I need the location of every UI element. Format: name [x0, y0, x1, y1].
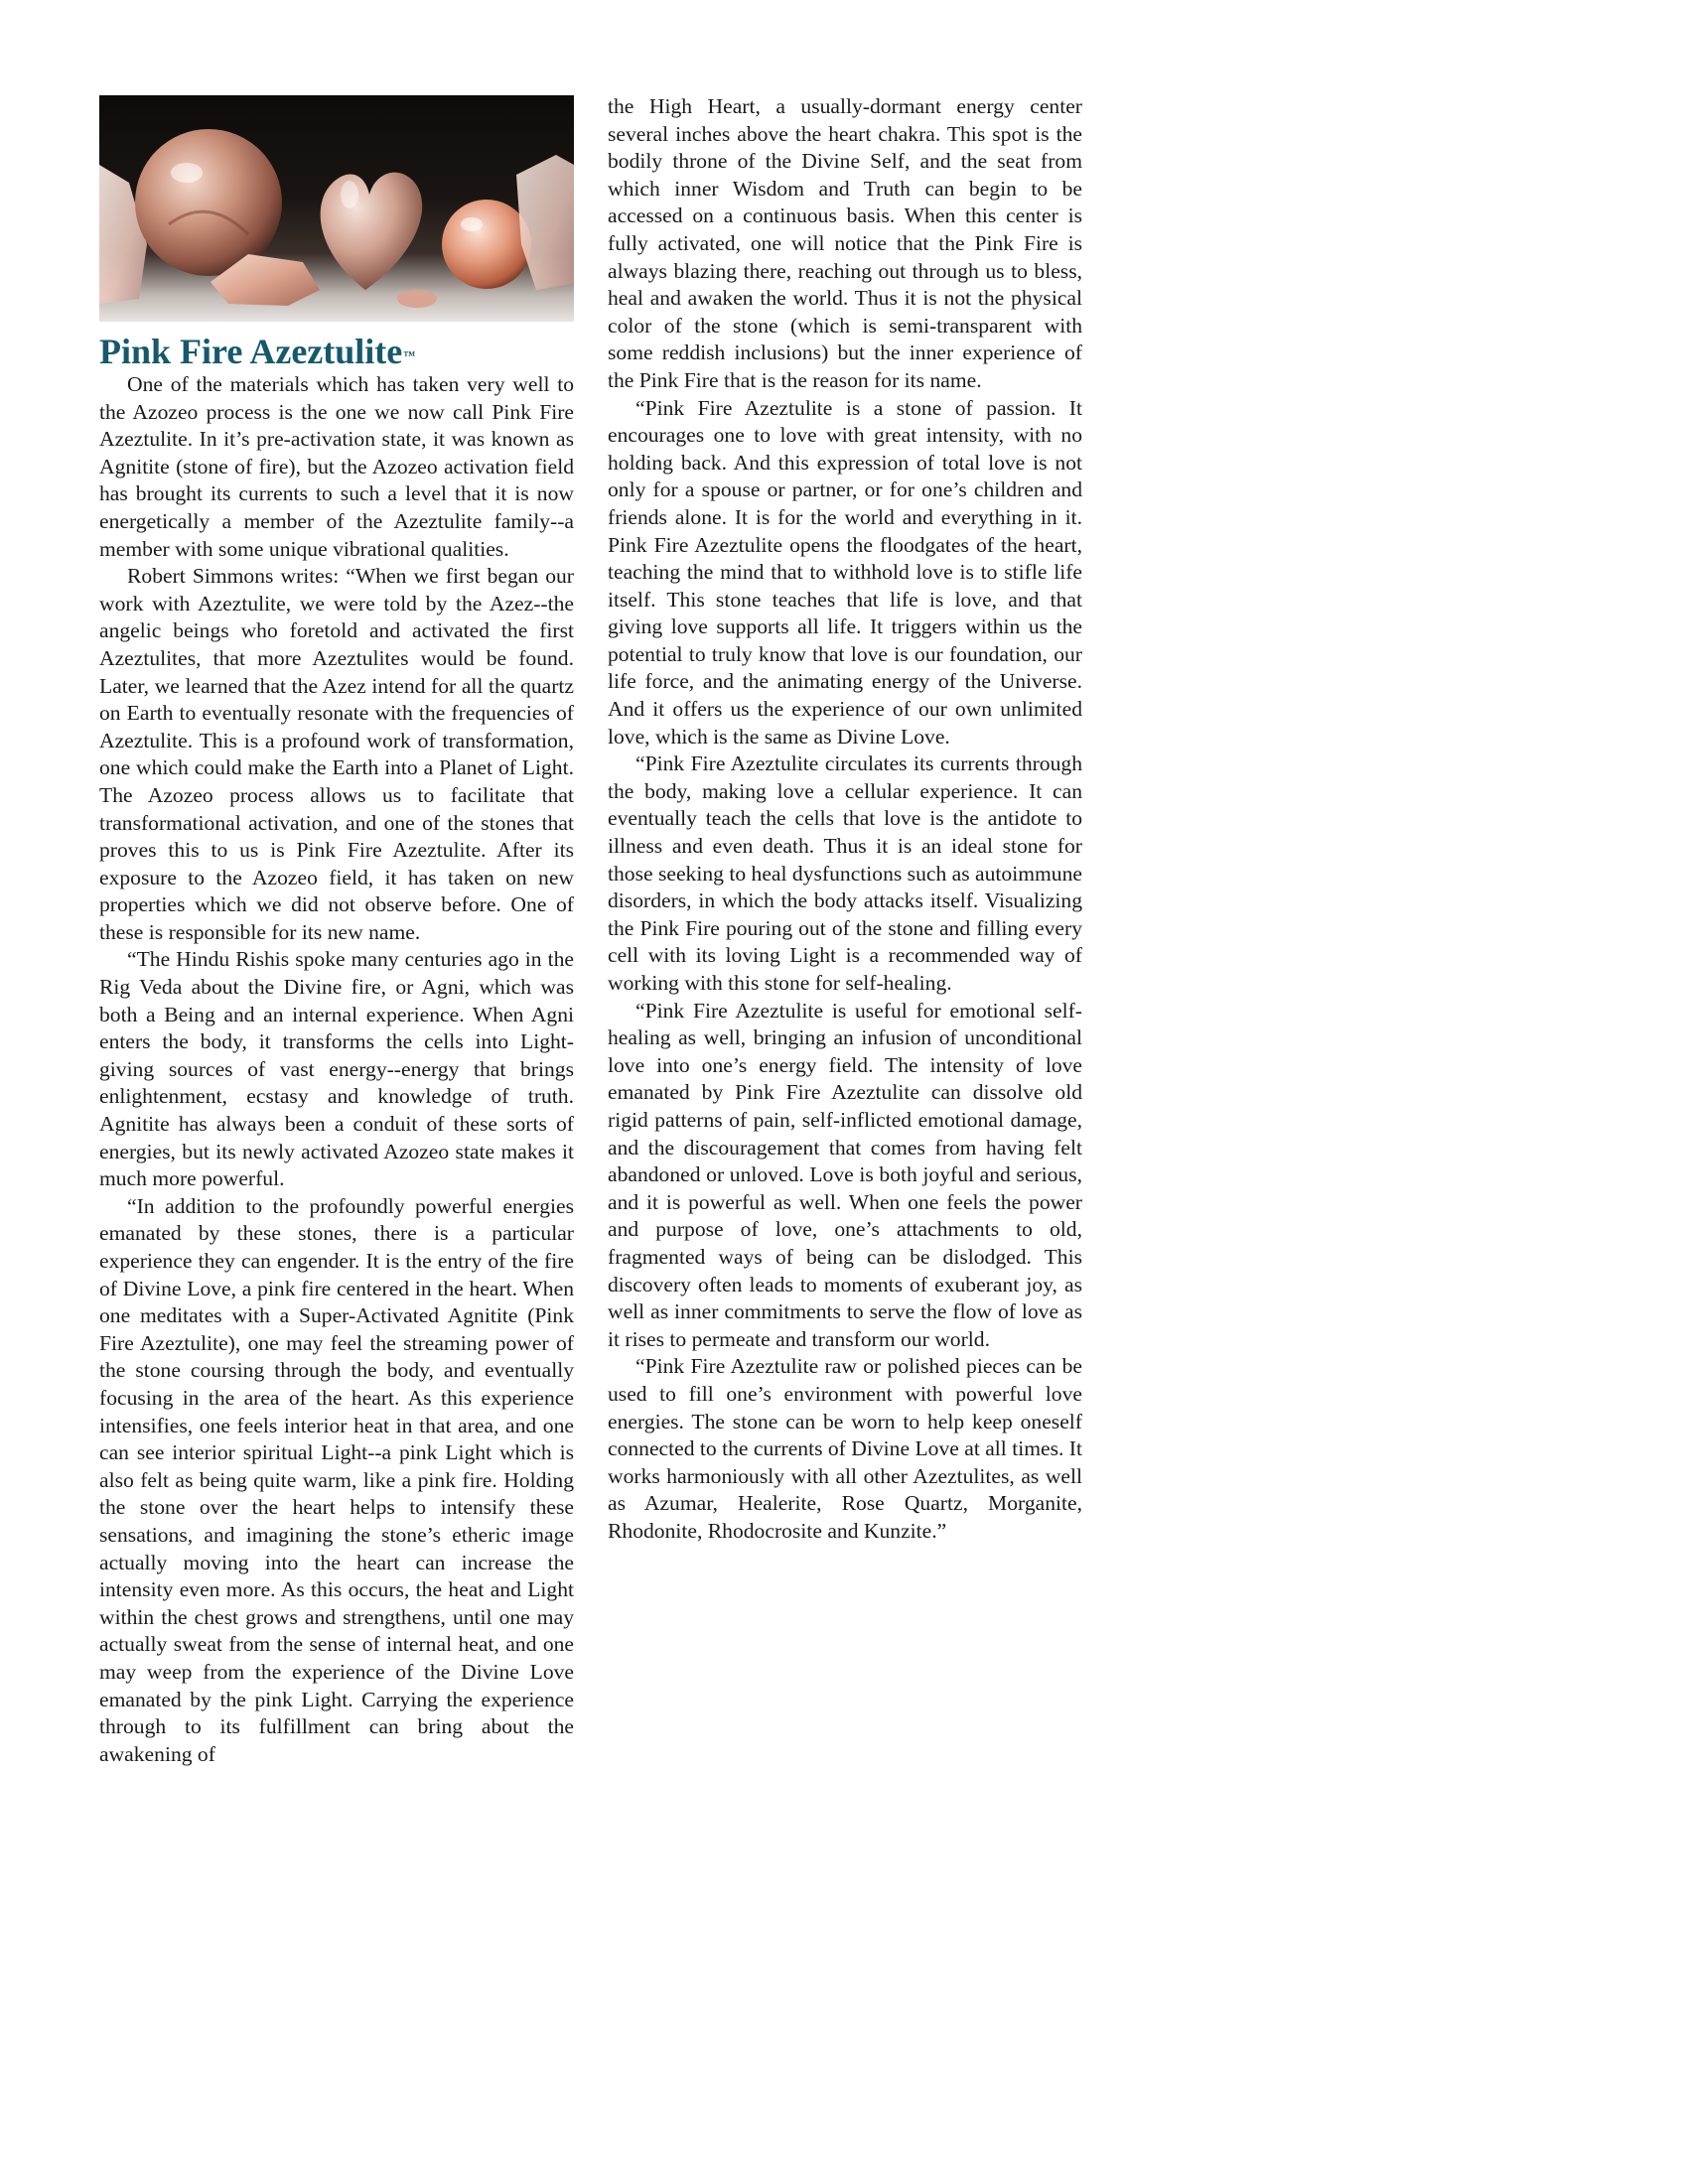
body-paragraph: “Pink Fire Azeztulite is useful for emotional self-healing as well, bringing an infusion of unconditional love into one’s energy field. The intensity of love emanated by Pink Fire Azeztulite can dissolve old rigid patterns of pain, self-inflicted emotional damage, and the discouragement that comes from having felt abandoned or unloved. Love is both joyful and serious, and it is powerful as well. When one feels the power and purpose of love, one’s attachments to old, fragmented ways of being can be dislodged. This discovery often leads to moments of exuberant joy, as well as inner commitments to serve the flow of love as it rises to permeate and transform our world. [608, 998, 1082, 1351]
right-column [608, 93, 1082, 1545]
pink-fire-azeztulite-stones-image [99, 95, 574, 322]
body-paragraph: “The Hindu Rishis spoke many centuries ago in the Rig Veda about the Divine fire, or Agni, which was both a Being and an internal experience. When Agni enters the body, it transforms the cells into Light-giving sources of vast energy--energy that brings enlightenment, ecstasy and knowledge of truth. Agnitite has always been a conduit of these sorts of energies, but its newly activated Azozeo state makes it much more powerful. [99, 947, 574, 1191]
trademark-mark: ™ [403, 348, 416, 362]
article-title-text: Pink Fire Azeztulite [99, 332, 403, 371]
body-paragraph: “Pink Fire Azeztulite raw or polished pieces can be used to fill one’s environment with powerful love energies. The stone can be worn to help keep oneself connected to the currents of Divine Love at all times. It works harmoniously with all other Azeztulites, as well as Azumar, Healerite, Rose Quartz, Morganite, Rhodonite, Rhodocrosite and Kunzite.” [608, 1354, 1082, 1543]
body-paragraph: Robert Simmons writes: “When we first began our work with Azeztulite, we were told by the Azez--the angelic beings who foretold and activated the first Azeztulites, that more Azeztulites would be found. Later, we learned that the Azez intend for all the quartz on Earth to eventually resonate with the frequencies of Azeztulite. This is a profound work of transformation, one which could make the Earth into a Planet of Light. The Azozeo process allows us to facilitate that transformational activation, and one of the stones that proves this to us is Pink Fire Azeztulite. After its exposure to the Azozeo field, it has taken on new properties which we did not observe before. One of these is responsible for its new name. [99, 564, 574, 944]
left-column [99, 95, 574, 1768]
stones-photo [99, 95, 574, 322]
body-paragraph-continued: the High Heart, a usually-dormant energy center several inches above the heart chakra. This spot is the bodily throne of the Divine Self, and the seat from which inner Wisdom and Truth can begin to be accessed on a continuous basis. When this center is fully activated, one will notice that the Pink Fire is always blazing there, reaching out through us to bless, heal and awaken the world. Thus it is not the physical color of the stone (which is semi-transparent with some reddish inclusions) but the inner experience of the Pink Fire that is the reason for its name. [608, 94, 1082, 392]
body-paragraph: “Pink Fire Azeztulite circulates its currents through the body, making love a cellular experience. It can eventually teach the cells that love is the antidote to illness and even death. Thus it is an ideal stone for those seeking to heal dysfunctions such as autoimmune disorders, in which the body attacks itself. Visualizing the Pink Fire pouring out of the stone and filling every cell with its loving Light is a recommended way of working with this stone for self-healing. [608, 751, 1082, 995]
body-paragraph: “Pink Fire Azeztulite is a stone of passion. It encourages one to love with great intensity, with no holding back. And this expression of total love is not only for a spouse or partner, or for one’s children and friends alone. It is for the world and everything in it. Pink Fire Azeztulite opens the floodgates of the heart, teaching the mind that to withhold love is to stifle life itself. This stone teaches that life is love, and that giving love supports all life. It triggers within us the potential to truly know that love is our foundation, our life force, and the animating energy of the Universe. And it offers us the experience of our own unlimited love, which is the same as Divine Love. [608, 395, 1082, 749]
article-title [99, 332, 574, 371]
body-paragraph: “In addition to the profoundly powerful energies emanated by these stones, there is a particular experience they can engender. It is the entry of the fire of Divine Love, a pink fire centered in the heart. When one meditates with a Super-Activated Agnitite (Pink Fire Azeztulite), one may feel the streaming power of the stone coursing through the body, and eventually focusing in the area of the heart. As this experience intensifies, one feels interior heat in that area, and one can see interior spiritual Light--a pink Light which is also felt as being quite warm, like a pink fire. Holding the stone over the heart helps to intensify these sensations, and imagining the stone’s etheric image actually moving into the heart can increase the intensity even more. As this occurs, the heat and Light within the chest grows and strengthens, until one may actually sweat from the sense of internal heat, and one may weep from the experience of the Divine Love emanated by the pink Light. Carrying the experience through to its fulfillment can bring about the awakening of [99, 1193, 574, 1766]
body-paragraph: One of the materials which has taken very well to the Azozeo process is the one we now call Pink Fire Azeztulite. In it’s pre-activation state, it was known as Agnitite (stone of fire), but the Azozeo activation field has brought its currents to such a level that it is now energetically a member of the Azeztulite family--a member with some unique vibrational qualities. [99, 372, 574, 561]
